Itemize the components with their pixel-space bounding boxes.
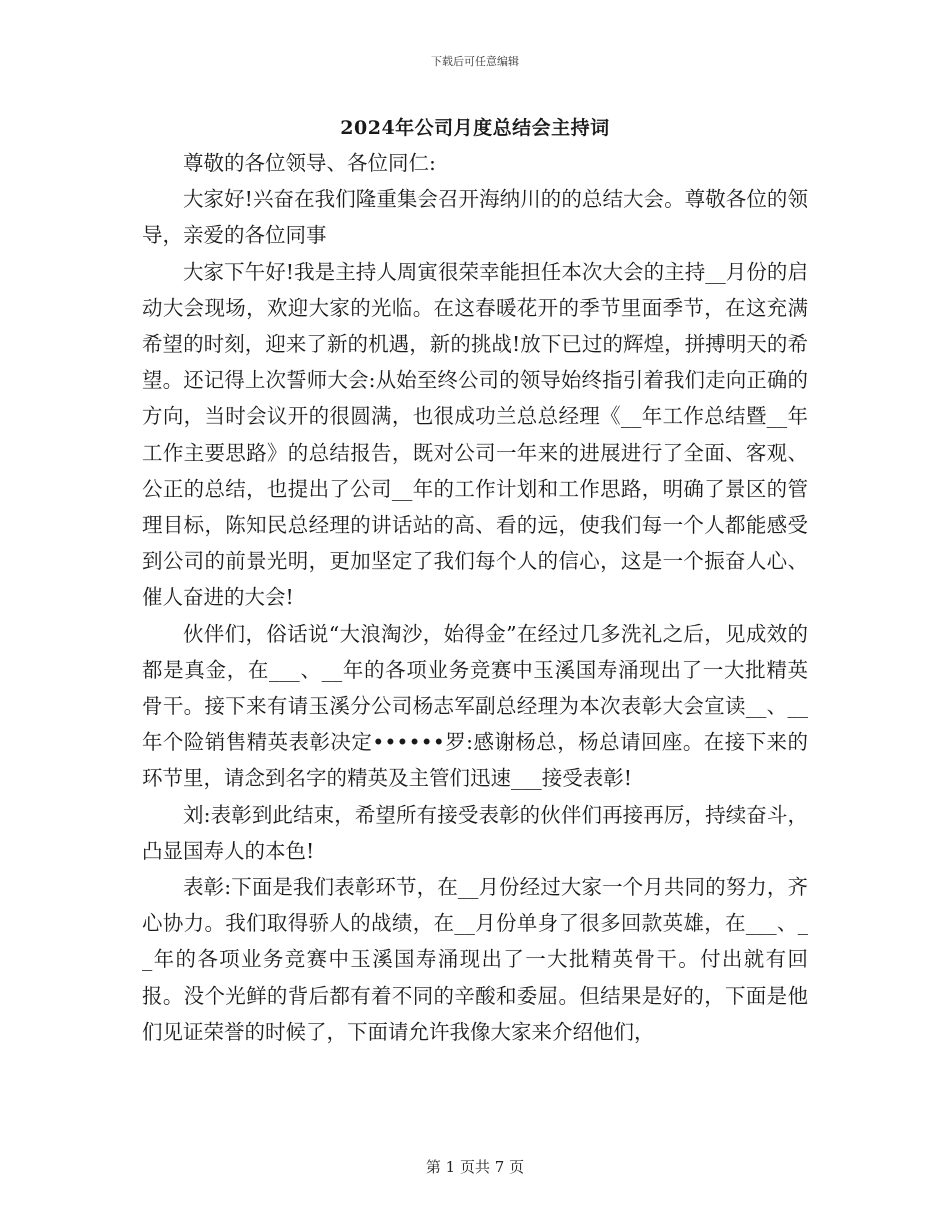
paragraph-opening: 大家好!兴奋在我们隆重集会召开海纳川的的总结大会。尊敬各位的领导，亲爱的各位同事 [142, 187, 808, 248]
paragraph-host-intro: 大家下午好!我是主持人周寅很荣幸能担任本次大会的主持__月份的启动大会现场，欢迎大家的光临。在这春暖花开的季节里面季节，在这充满希望的时刻，迎来了新的机遇，新的挑战!放下已过的辉煌，拼搏明天的希望。还记得上次誓师大会:从始至终公司的领导始终指引着我们走向正确的方向，当时会议开的很圆满，也很成功兰总总经理《__年工作总结暨__年工作主要思路》的总结报告，既对公司一年来的进展进行了全面、客观、公正的总结，也提出了公司__年的工作计划和工作思路，明确了景区的管理目标，陈知民总经理的讲话站的高、看的远，使我们每一个人都能感受到公司的前景光明，更加坚定了我们每个人的信心，这是一个振奋人心、催人奋进的大会! [142, 259, 808, 610]
paragraph-awards-end: 刘:表彰到此结束，希望所有接受表彰的伙伴们再接再厉，持续奋斗，凸显国寿人的本色! [142, 802, 808, 863]
paragraph-awards-intro: 伙伴们，俗话说“大浪淘沙，始得金”在经过几多洗礼之后，见成效的都是真金，在___、__年的各项业务竞赛中玉溪国寿涌现出了一大批精英骨干。接下来有请玉溪分公司杨志军副总经理为本次表彰大会宣读__、__年个险销售精英表彰决定••••••罗:感谢杨总，杨总请回座。在接下来的环节里，请念到名字的精英及主管们迅速___接受表彰! [142, 621, 808, 791]
header-note: 下载后可任意编辑 [431, 55, 519, 68]
document-body [142, 145, 808, 1050]
paragraph-recognition: 表彰:下面是我们表彰环节，在__月份经过大家一个月共同的努力，齐心协力。我们取得骄人的战绩，在__月份单身了很多回款英雄，在___、__年的各项业务竞赛中玉溪国寿涌现出了一大批精英骨干。付出就有回报。没个光鲜的背后都有着不同的辛酸和委屈。但结果是好的，下面是他们见证荣誉的时候了，下面请允许我像大家来介绍他们， [142, 875, 808, 1044]
document-title: 2024年公司月度总结会主持词 [340, 117, 610, 139]
page-footer: 第 1 页共 7 页 [425, 1158, 525, 1176]
paragraph-greeting: 尊敬的各位领导、各位同仁: [183, 151, 436, 175]
